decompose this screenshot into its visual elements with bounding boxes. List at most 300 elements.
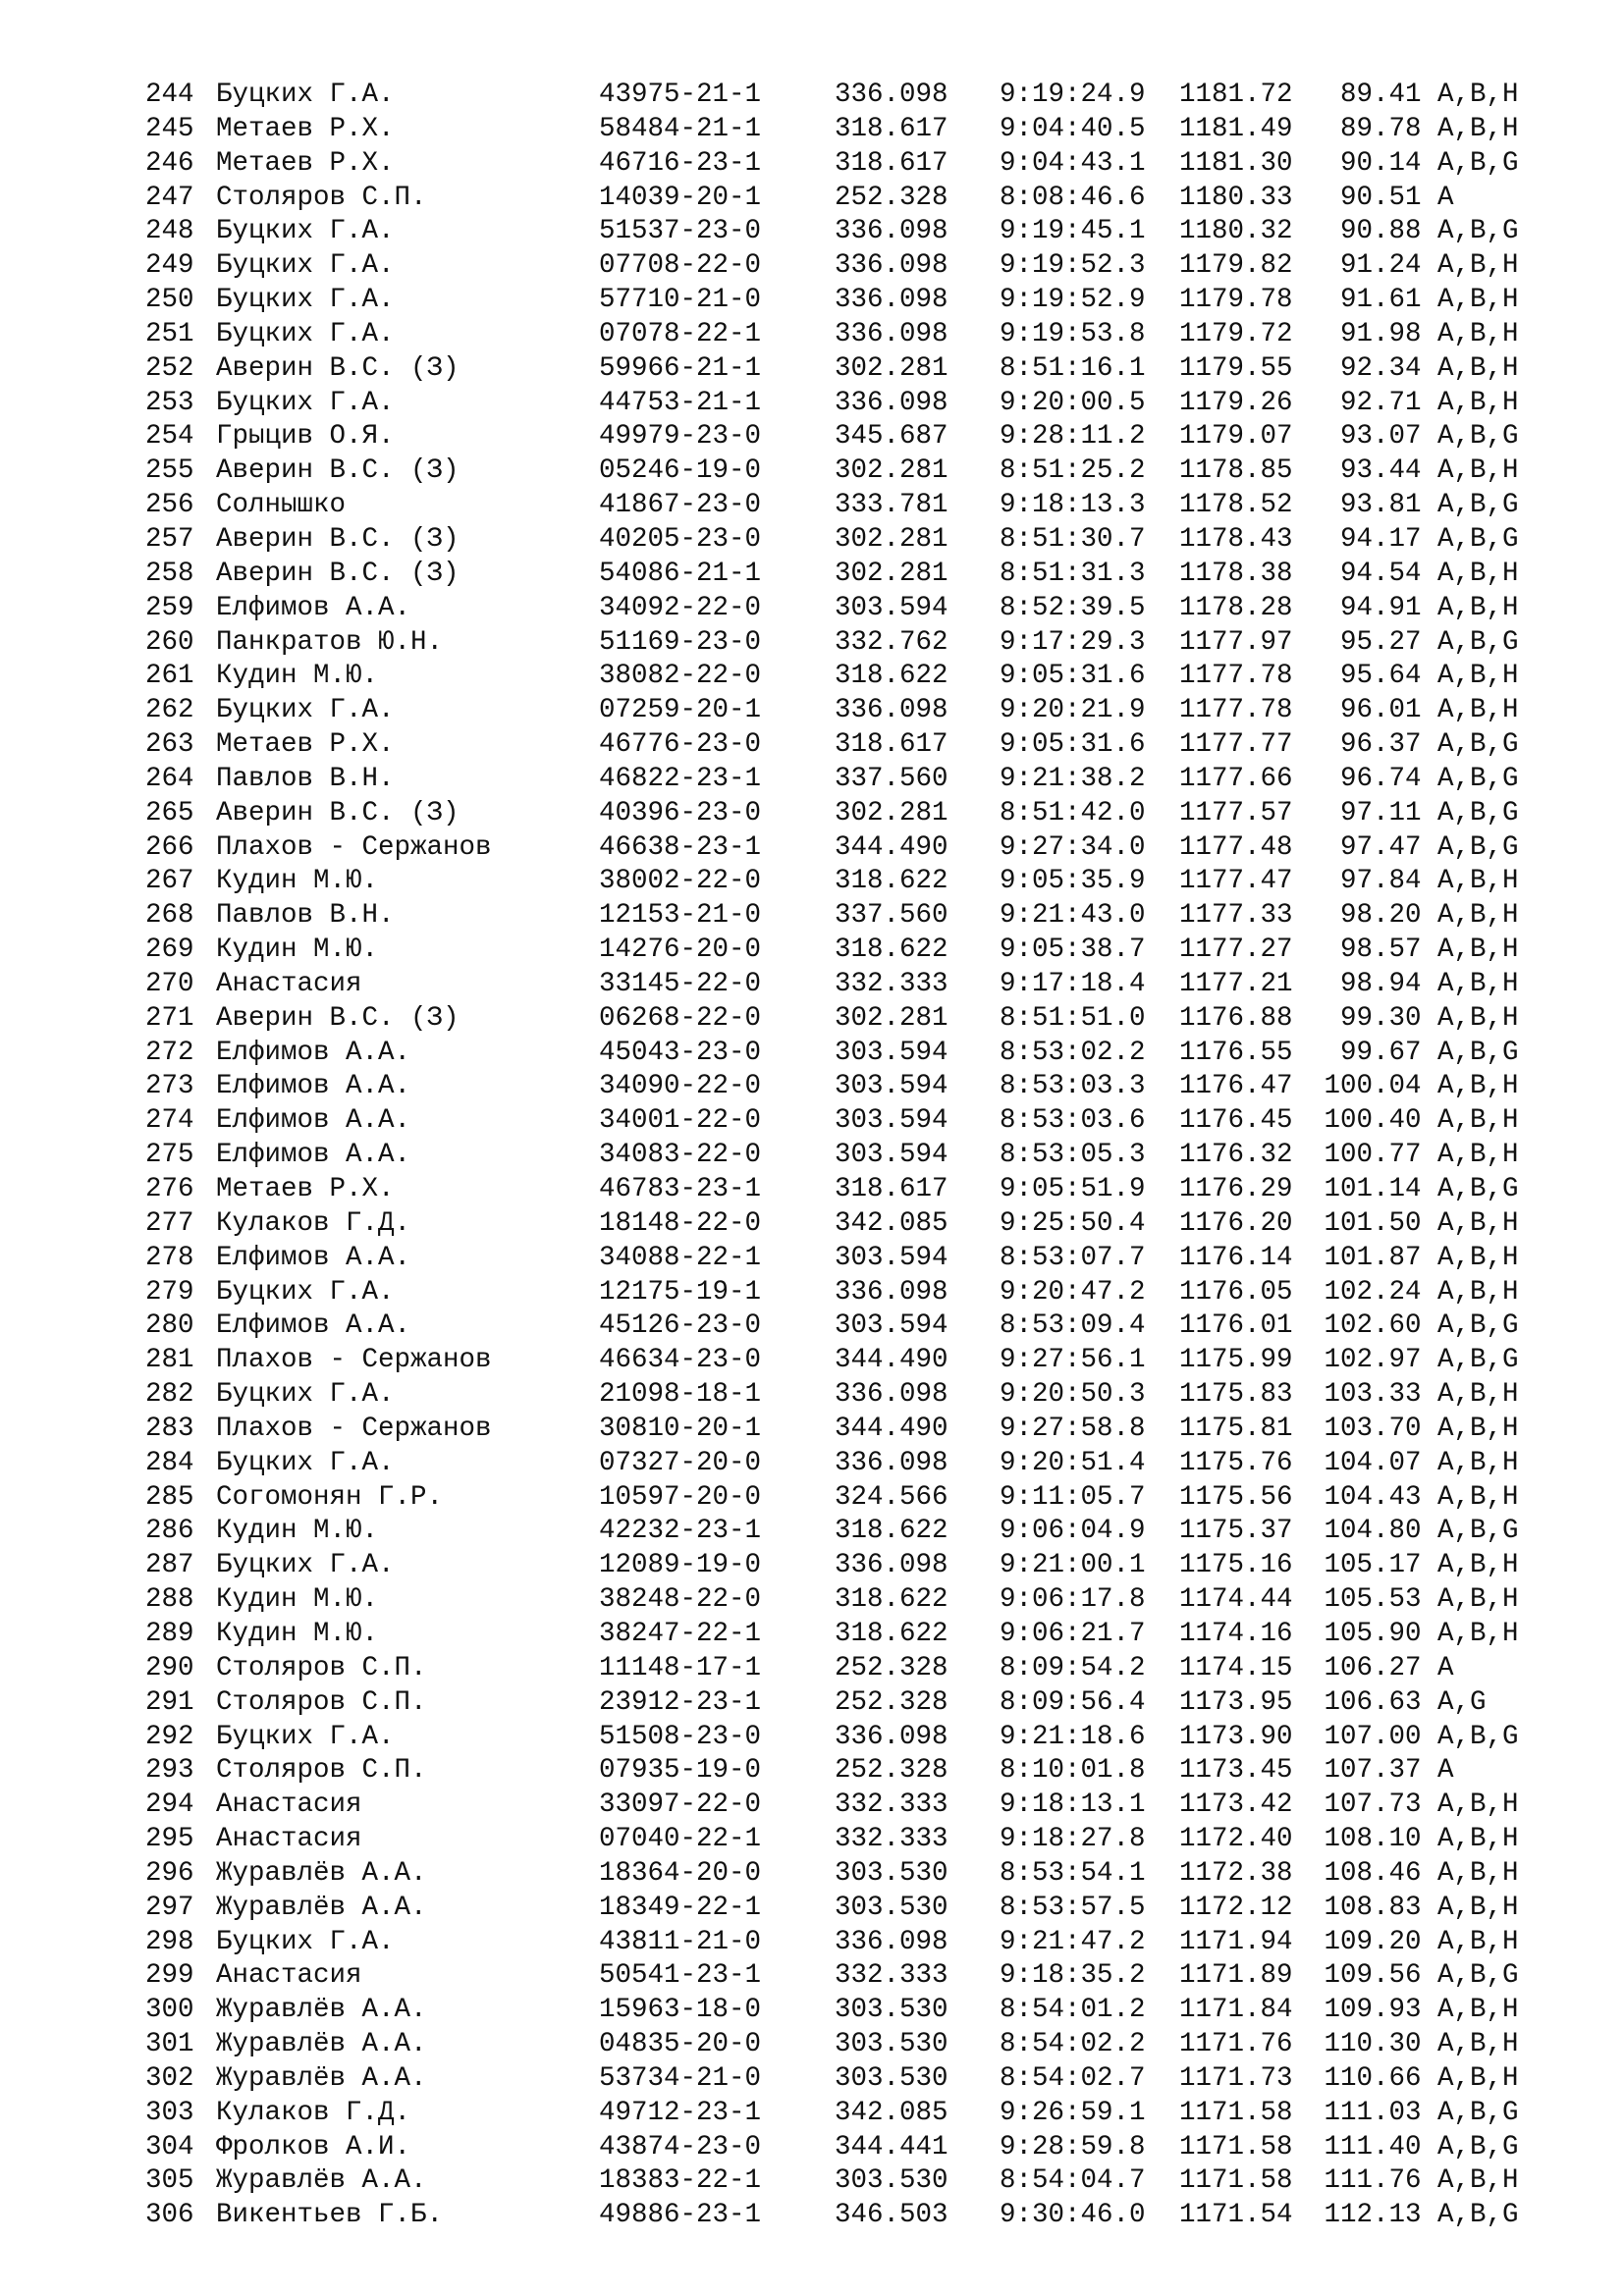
coefficient-cell: 110.30 <box>1324 2029 1422 2060</box>
category-cell: A,B,H <box>1437 387 1519 418</box>
fancier-name-cell: Буцких Г.А. <box>216 1447 395 1478</box>
place-cell: 294 <box>145 1789 194 1821</box>
place-cell: 282 <box>145 1379 194 1411</box>
distance-cell: 332.333 <box>835 1789 948 1821</box>
fancier-name-cell: Буцких Г.А. <box>216 285 395 316</box>
category-cell: A,B,G <box>1437 1516 1519 1547</box>
coefficient-cell: 91.24 <box>1340 250 1422 282</box>
fancier-name-cell: Кудин М.Ю. <box>216 661 379 692</box>
flight-time-cell: 9:21:00.1 <box>1000 1550 1146 1581</box>
category-cell: A,B,G <box>1437 2131 1519 2163</box>
speed-cell: 1175.37 <box>1179 1516 1293 1547</box>
flight-time-cell: 8:53:57.5 <box>1000 1892 1146 1923</box>
coefficient-cell: 102.97 <box>1324 1345 1422 1376</box>
speed-cell: 1172.40 <box>1179 1824 1293 1855</box>
coefficient-cell: 98.20 <box>1340 900 1422 932</box>
distance-cell: 344.490 <box>835 831 948 863</box>
coefficient-cell: 104.43 <box>1324 1481 1422 1513</box>
speed-cell: 1178.38 <box>1179 558 1293 589</box>
flight-time-cell: 9:05:31.6 <box>1000 729 1146 761</box>
speed-cell: 1179.55 <box>1179 352 1293 384</box>
place-cell: 278 <box>145 1242 194 1273</box>
coefficient-cell: 97.11 <box>1340 797 1422 828</box>
distance-cell: 303.594 <box>835 1140 948 1171</box>
category-cell: A,B,G <box>1437 147 1519 179</box>
category-cell: A,B,H <box>1437 455 1519 487</box>
coefficient-cell: 91.61 <box>1340 285 1422 316</box>
flight-time-cell: 9:19:45.1 <box>1000 216 1146 247</box>
place-cell: 263 <box>145 729 194 761</box>
distance-cell: 302.281 <box>835 558 948 589</box>
flight-time-cell: 9:27:34.0 <box>1000 831 1146 863</box>
coefficient-cell: 109.20 <box>1324 1926 1422 1957</box>
ring-number-cell: 49712-23-1 <box>599 2097 762 2128</box>
coefficient-cell: 93.07 <box>1340 421 1422 453</box>
place-cell: 281 <box>145 1345 194 1376</box>
coefficient-cell: 94.17 <box>1340 523 1422 555</box>
distance-cell: 302.281 <box>835 352 948 384</box>
distance-cell: 303.530 <box>835 2029 948 2060</box>
ring-number-cell: 46638-23-1 <box>599 831 762 863</box>
speed-cell: 1175.99 <box>1179 1345 1293 1376</box>
coefficient-cell: 97.47 <box>1340 831 1422 863</box>
category-cell: A,B,H <box>1437 1002 1519 1034</box>
distance-cell: 318.622 <box>835 866 948 897</box>
distance-cell: 252.328 <box>835 1755 948 1787</box>
ring-number-cell: 07078-22-1 <box>599 318 762 349</box>
ring-number-cell: 07259-20-1 <box>599 695 762 726</box>
category-cell: A,B,G <box>1437 763 1519 794</box>
speed-cell: 1177.33 <box>1179 900 1293 932</box>
category-cell: A <box>1437 1755 1454 1787</box>
ring-number-cell: 43874-23-0 <box>599 2131 762 2163</box>
place-cell: 245 <box>145 113 194 144</box>
flight-time-cell: 9:06:04.9 <box>1000 1516 1146 1547</box>
speed-cell: 1172.38 <box>1179 1857 1293 1889</box>
category-cell: A,B,G <box>1437 2200 1519 2231</box>
coefficient-cell: 107.73 <box>1324 1789 1422 1821</box>
distance-cell: 346.503 <box>835 2200 948 2231</box>
place-cell: 273 <box>145 1071 194 1102</box>
distance-cell: 303.530 <box>835 1995 948 2026</box>
place-cell: 265 <box>145 797 194 828</box>
fancier-name-cell: Павлов В.Н. <box>216 763 395 794</box>
ring-number-cell: 51537-23-0 <box>599 216 762 247</box>
coefficient-cell: 107.00 <box>1324 1721 1422 1752</box>
coefficient-cell: 95.64 <box>1340 661 1422 692</box>
ring-number-cell: 33097-22-0 <box>599 1789 762 1821</box>
category-cell: A,B,H <box>1437 250 1519 282</box>
ring-number-cell: 57710-21-0 <box>599 285 762 316</box>
place-cell: 254 <box>145 421 194 453</box>
fancier-name-cell: Столяров С.П. <box>216 1652 427 1683</box>
place-cell: 287 <box>145 1550 194 1581</box>
speed-cell: 1177.78 <box>1179 695 1293 726</box>
distance-cell: 336.098 <box>835 1447 948 1478</box>
fancier-name-cell: Буцких Г.А. <box>216 318 395 349</box>
category-cell: A,B,H <box>1437 1824 1519 1855</box>
speed-cell: 1171.94 <box>1179 1926 1293 1957</box>
fancier-name-cell: Буцких Г.А. <box>216 216 395 247</box>
speed-cell: 1177.57 <box>1179 797 1293 828</box>
category-cell: A,B,H <box>1437 1379 1519 1411</box>
flight-time-cell: 9:04:43.1 <box>1000 147 1146 179</box>
coefficient-cell: 96.01 <box>1340 695 1422 726</box>
coefficient-cell: 110.66 <box>1324 2062 1422 2094</box>
flight-time-cell: 8:53:54.1 <box>1000 1857 1146 1889</box>
speed-cell: 1179.72 <box>1179 318 1293 349</box>
ring-number-cell: 43811-21-0 <box>599 1926 762 1957</box>
speed-cell: 1178.43 <box>1179 523 1293 555</box>
coefficient-cell: 98.57 <box>1340 934 1422 966</box>
speed-cell: 1178.85 <box>1179 455 1293 487</box>
ring-number-cell: 18364-20-0 <box>599 1857 762 1889</box>
ring-number-cell: 49979-23-0 <box>599 421 762 453</box>
speed-cell: 1175.76 <box>1179 1447 1293 1478</box>
speed-cell: 1175.56 <box>1179 1481 1293 1513</box>
ring-number-cell: 30810-20-1 <box>599 1413 762 1444</box>
speed-cell: 1174.44 <box>1179 1584 1293 1616</box>
category-cell: A,B,H <box>1437 661 1519 692</box>
flight-time-cell: 9:04:40.5 <box>1000 113 1146 144</box>
fancier-name-cell: Аверин В.С. (З) <box>216 352 460 384</box>
flight-time-cell: 9:26:59.1 <box>1000 2097 1146 2128</box>
flight-time-cell: 8:09:54.2 <box>1000 1652 1146 1683</box>
distance-cell: 303.530 <box>835 2165 948 2197</box>
place-cell: 300 <box>145 1995 194 2026</box>
place-cell: 260 <box>145 626 194 658</box>
distance-cell: 336.098 <box>835 1550 948 1581</box>
speed-cell: 1179.78 <box>1179 285 1293 316</box>
fancier-name-cell: Метаев Р.Х. <box>216 729 395 761</box>
category-cell: A,B,H <box>1437 2029 1519 2060</box>
ring-number-cell: 38002-22-0 <box>599 866 762 897</box>
place-cell: 306 <box>145 2200 194 2231</box>
category-cell: A,B,H <box>1437 1447 1519 1478</box>
speed-cell: 1176.14 <box>1179 1242 1293 1273</box>
speed-cell: 1176.47 <box>1179 1071 1293 1102</box>
category-cell: A <box>1437 182 1454 213</box>
speed-cell: 1174.16 <box>1179 1618 1293 1649</box>
ring-number-cell: 38247-22-1 <box>599 1618 762 1649</box>
fancier-name-cell: Буцких Г.А. <box>216 695 395 726</box>
fancier-name-cell: Метаев Р.Х. <box>216 147 395 179</box>
category-cell: A,B,H <box>1437 352 1519 384</box>
distance-cell: 302.281 <box>835 797 948 828</box>
coefficient-cell: 105.53 <box>1324 1584 1422 1616</box>
ring-number-cell: 45126-23-0 <box>599 1310 762 1342</box>
fancier-name-cell: Буцких Г.А. <box>216 387 395 418</box>
distance-cell: 344.441 <box>835 2131 948 2163</box>
flight-time-cell: 9:19:24.9 <box>1000 80 1146 110</box>
distance-cell: 303.530 <box>835 1892 948 1923</box>
distance-cell: 302.281 <box>835 1002 948 1034</box>
category-cell: A,B,G <box>1437 216 1519 247</box>
place-cell: 256 <box>145 490 194 521</box>
place-cell: 304 <box>145 2131 194 2163</box>
distance-cell: 332.333 <box>835 968 948 999</box>
category-cell: A,B,H <box>1437 1276 1519 1308</box>
distance-cell: 337.560 <box>835 763 948 794</box>
distance-cell: 324.566 <box>835 1481 948 1513</box>
distance-cell: 336.098 <box>835 1276 948 1308</box>
flight-time-cell: 9:21:18.6 <box>1000 1721 1146 1752</box>
ring-number-cell: 34090-22-0 <box>599 1071 762 1102</box>
category-cell: A,B,H <box>1437 1926 1519 1957</box>
ring-number-cell: 44753-21-1 <box>599 387 762 418</box>
flight-time-cell: 9:20:51.4 <box>1000 1447 1146 1478</box>
ring-number-cell: 34088-22-1 <box>599 1242 762 1273</box>
place-cell: 259 <box>145 592 194 623</box>
fancier-name-cell: Аверин В.С. (З) <box>216 558 460 589</box>
flight-time-cell: 9:17:18.4 <box>1000 968 1146 999</box>
place-cell: 269 <box>145 934 194 966</box>
category-cell: A,B,H <box>1437 2165 1519 2197</box>
place-cell: 253 <box>145 387 194 418</box>
category-cell: A,B,H <box>1437 866 1519 897</box>
speed-cell: 1173.45 <box>1179 1755 1293 1787</box>
speed-cell: 1176.01 <box>1179 1310 1293 1342</box>
fancier-name-cell: Аверин В.С. (З) <box>216 797 460 828</box>
distance-cell: 302.281 <box>835 523 948 555</box>
coefficient-cell: 97.84 <box>1340 866 1422 897</box>
distance-cell: 342.085 <box>835 2097 948 2128</box>
fancier-name-cell: Метаев Р.Х. <box>216 113 395 144</box>
ring-number-cell: 23912-23-1 <box>599 1686 762 1718</box>
place-cell: 297 <box>145 1892 194 1923</box>
ring-number-cell: 53734-21-0 <box>599 2062 762 2094</box>
speed-cell: 1179.26 <box>1179 387 1293 418</box>
distance-cell: 336.098 <box>835 216 948 247</box>
fancier-name-cell: Елфимов А.А. <box>216 592 411 623</box>
ring-number-cell: 46783-23-1 <box>599 1174 762 1204</box>
distance-cell: 333.781 <box>835 490 948 521</box>
speed-cell: 1175.81 <box>1179 1413 1293 1444</box>
place-cell: 246 <box>145 147 194 179</box>
category-cell: A,B,G <box>1437 1174 1519 1204</box>
place-cell: 292 <box>145 1721 194 1752</box>
distance-cell: 336.098 <box>835 695 948 726</box>
speed-cell: 1177.97 <box>1179 626 1293 658</box>
flight-time-cell: 9:11:05.7 <box>1000 1481 1146 1513</box>
category-cell: A,B,H <box>1437 1481 1519 1513</box>
coefficient-cell: 90.14 <box>1340 147 1422 179</box>
flight-time-cell: 9:21:38.2 <box>1000 763 1146 794</box>
coefficient-cell: 104.07 <box>1324 1447 1422 1478</box>
ring-number-cell: 05246-19-0 <box>599 455 762 487</box>
distance-cell: 318.617 <box>835 113 948 144</box>
coefficient-cell: 106.27 <box>1324 1652 1422 1683</box>
coefficient-cell: 94.91 <box>1340 592 1422 623</box>
speed-cell: 1179.82 <box>1179 250 1293 282</box>
coefficient-cell: 108.10 <box>1324 1824 1422 1855</box>
distance-cell: 303.530 <box>835 2062 948 2094</box>
ring-number-cell: 18383-22-1 <box>599 2165 762 2197</box>
ring-number-cell: 07935-19-0 <box>599 1755 762 1787</box>
ring-number-cell: 12175-19-1 <box>599 1276 762 1308</box>
distance-cell: 303.594 <box>835 592 948 623</box>
speed-cell: 1176.05 <box>1179 1276 1293 1308</box>
coefficient-cell: 106.63 <box>1324 1686 1422 1718</box>
speed-cell: 1176.55 <box>1179 1037 1293 1068</box>
ring-number-cell: 12153-21-0 <box>599 900 762 932</box>
place-cell: 301 <box>145 2029 194 2060</box>
category-cell: A,B,H <box>1437 1892 1519 1923</box>
speed-cell: 1179.07 <box>1179 421 1293 453</box>
distance-cell: 303.594 <box>835 1071 948 1102</box>
place-cell: 276 <box>145 1174 194 1204</box>
flight-time-cell: 8:53:07.7 <box>1000 1242 1146 1273</box>
category-cell: A,B,H <box>1437 1789 1519 1821</box>
flight-time-cell: 9:20:21.9 <box>1000 695 1146 726</box>
category-cell: A,B,H <box>1437 968 1519 999</box>
fancier-name-cell: Анастасия <box>216 1824 362 1855</box>
place-cell: 249 <box>145 250 194 282</box>
place-cell: 286 <box>145 1516 194 1547</box>
place-cell: 262 <box>145 695 194 726</box>
ring-number-cell: 38082-22-0 <box>599 661 762 692</box>
place-cell: 303 <box>145 2097 194 2128</box>
place-cell: 289 <box>145 1618 194 1649</box>
coefficient-cell: 92.34 <box>1340 352 1422 384</box>
fancier-name-cell: Анастасия <box>216 1789 362 1821</box>
distance-cell: 336.098 <box>835 1379 948 1411</box>
ring-number-cell: 33145-22-0 <box>599 968 762 999</box>
distance-cell: 318.622 <box>835 1516 948 1547</box>
ring-number-cell: 43975-21-1 <box>599 80 762 110</box>
flight-time-cell: 9:21:47.2 <box>1000 1926 1146 1957</box>
flight-time-cell: 9:19:52.3 <box>1000 250 1146 282</box>
place-cell: 271 <box>145 1002 194 1034</box>
category-cell: A,B,H <box>1437 318 1519 349</box>
fancier-name-cell: Аверин В.С. (З) <box>216 1002 460 1034</box>
distance-cell: 303.594 <box>835 1105 948 1137</box>
flight-time-cell: 9:05:51.9 <box>1000 1174 1146 1204</box>
category-cell: A,B,H <box>1437 2062 1519 2094</box>
category-cell: A,B,G <box>1437 2097 1519 2128</box>
category-cell: A,B,H <box>1437 1207 1519 1239</box>
coefficient-cell: 107.37 <box>1324 1755 1422 1787</box>
flight-time-cell: 9:20:00.5 <box>1000 387 1146 418</box>
fancier-name-cell: Плахов - Сержанов <box>216 831 492 863</box>
speed-cell: 1171.58 <box>1179 2097 1293 2128</box>
fancier-name-cell: Плахов - Сержанов <box>216 1413 492 1444</box>
place-cell: 264 <box>145 763 194 794</box>
fancier-name-cell: Столяров С.П. <box>216 1686 427 1718</box>
fancier-name-cell: Буцких Г.А. <box>216 80 395 110</box>
distance-cell: 336.098 <box>835 1926 948 1957</box>
category-cell: A,B,G <box>1437 421 1519 453</box>
category-cell: A,B,H <box>1437 1413 1519 1444</box>
category-cell: A,B,H <box>1437 1105 1519 1137</box>
flight-time-cell: 9:25:50.4 <box>1000 1207 1146 1239</box>
category-cell: A,B,H <box>1437 285 1519 316</box>
place-cell: 291 <box>145 1686 194 1718</box>
distance-cell: 318.622 <box>835 1584 948 1616</box>
ring-number-cell: 04835-20-0 <box>599 2029 762 2060</box>
distance-cell: 336.098 <box>835 387 948 418</box>
flight-time-cell: 9:18:35.2 <box>1000 1960 1146 1992</box>
speed-cell: 1177.78 <box>1179 661 1293 692</box>
category-cell: A,B,H <box>1437 934 1519 966</box>
fancier-name-cell: Анастасия <box>216 1960 362 1992</box>
speed-cell: 1176.20 <box>1179 1207 1293 1239</box>
speed-cell: 1171.76 <box>1179 2029 1293 2060</box>
ring-number-cell: 51508-23-0 <box>599 1721 762 1752</box>
place-cell: 268 <box>145 900 194 932</box>
distance-cell: 344.490 <box>835 1413 948 1444</box>
distance-cell: 252.328 <box>835 1652 948 1683</box>
fancier-name-cell: Журавлёв А.А. <box>216 1892 427 1923</box>
fancier-name-cell: Кудин М.Ю. <box>216 1584 379 1616</box>
flight-time-cell: 9:18:27.8 <box>1000 1824 1146 1855</box>
distance-cell: 318.617 <box>835 147 948 179</box>
distance-cell: 303.530 <box>835 1857 948 1889</box>
category-cell: A,B,G <box>1437 523 1519 555</box>
speed-cell: 1177.27 <box>1179 934 1293 966</box>
flight-time-cell: 8:51:30.7 <box>1000 523 1146 555</box>
speed-cell: 1176.88 <box>1179 1002 1293 1034</box>
ring-number-cell: 21098-18-1 <box>599 1379 762 1411</box>
place-cell: 248 <box>145 216 194 247</box>
coefficient-cell: 90.51 <box>1340 182 1422 213</box>
speed-cell: 1173.42 <box>1179 1789 1293 1821</box>
coefficient-cell: 102.60 <box>1324 1310 1422 1342</box>
flight-time-cell: 9:27:56.1 <box>1000 1345 1146 1376</box>
place-cell: 298 <box>145 1926 194 1957</box>
fancier-name-cell: Метаев Р.Х. <box>216 1174 395 1204</box>
ring-number-cell: 50541-23-1 <box>599 1960 762 1992</box>
coefficient-cell: 89.78 <box>1340 113 1422 144</box>
category-cell: A,B,H <box>1437 1857 1519 1889</box>
fancier-name-cell: Кудин М.Ю. <box>216 1516 379 1547</box>
place-cell: 251 <box>145 318 194 349</box>
flight-time-cell: 8:51:16.1 <box>1000 352 1146 384</box>
flight-time-cell: 9:28:59.8 <box>1000 2131 1146 2163</box>
category-cell: A,B,H <box>1437 1140 1519 1171</box>
fancier-name-cell: Павлов В.Н. <box>216 900 395 932</box>
speed-cell: 1180.33 <box>1179 182 1293 213</box>
coefficient-cell: 93.44 <box>1340 455 1422 487</box>
distance-cell: 303.594 <box>835 1037 948 1068</box>
flight-time-cell: 8:51:31.3 <box>1000 558 1146 589</box>
coefficient-cell: 102.24 <box>1324 1276 1422 1308</box>
ring-number-cell: 41867-23-0 <box>599 490 762 521</box>
distance-cell: 336.098 <box>835 318 948 349</box>
flight-time-cell: 9:20:47.2 <box>1000 1276 1146 1308</box>
place-cell: 275 <box>145 1140 194 1171</box>
flight-time-cell: 8:54:02.2 <box>1000 2029 1146 2060</box>
place-cell: 247 <box>145 182 194 213</box>
fancier-name-cell: Буцких Г.А. <box>216 1550 395 1581</box>
flight-time-cell: 9:18:13.3 <box>1000 490 1146 521</box>
speed-cell: 1181.30 <box>1179 147 1293 179</box>
speed-cell: 1171.54 <box>1179 2200 1293 2231</box>
ring-number-cell: 40205-23-0 <box>599 523 762 555</box>
fancier-name-cell: Елфимов А.А. <box>216 1140 411 1171</box>
fancier-name-cell: Плахов - Сержанов <box>216 1345 492 1376</box>
fancier-name-cell: Журавлёв А.А. <box>216 1857 427 1889</box>
ring-number-cell: 42232-23-1 <box>599 1516 762 1547</box>
ring-number-cell: 46822-23-1 <box>599 763 762 794</box>
distance-cell: 318.622 <box>835 1618 948 1649</box>
coefficient-cell: 90.88 <box>1340 216 1422 247</box>
place-cell: 261 <box>145 661 194 692</box>
speed-cell: 1177.48 <box>1179 831 1293 863</box>
place-cell: 293 <box>145 1755 194 1787</box>
fancier-name-cell: Елфимов А.А. <box>216 1071 411 1102</box>
flight-time-cell: 8:51:25.2 <box>1000 455 1146 487</box>
